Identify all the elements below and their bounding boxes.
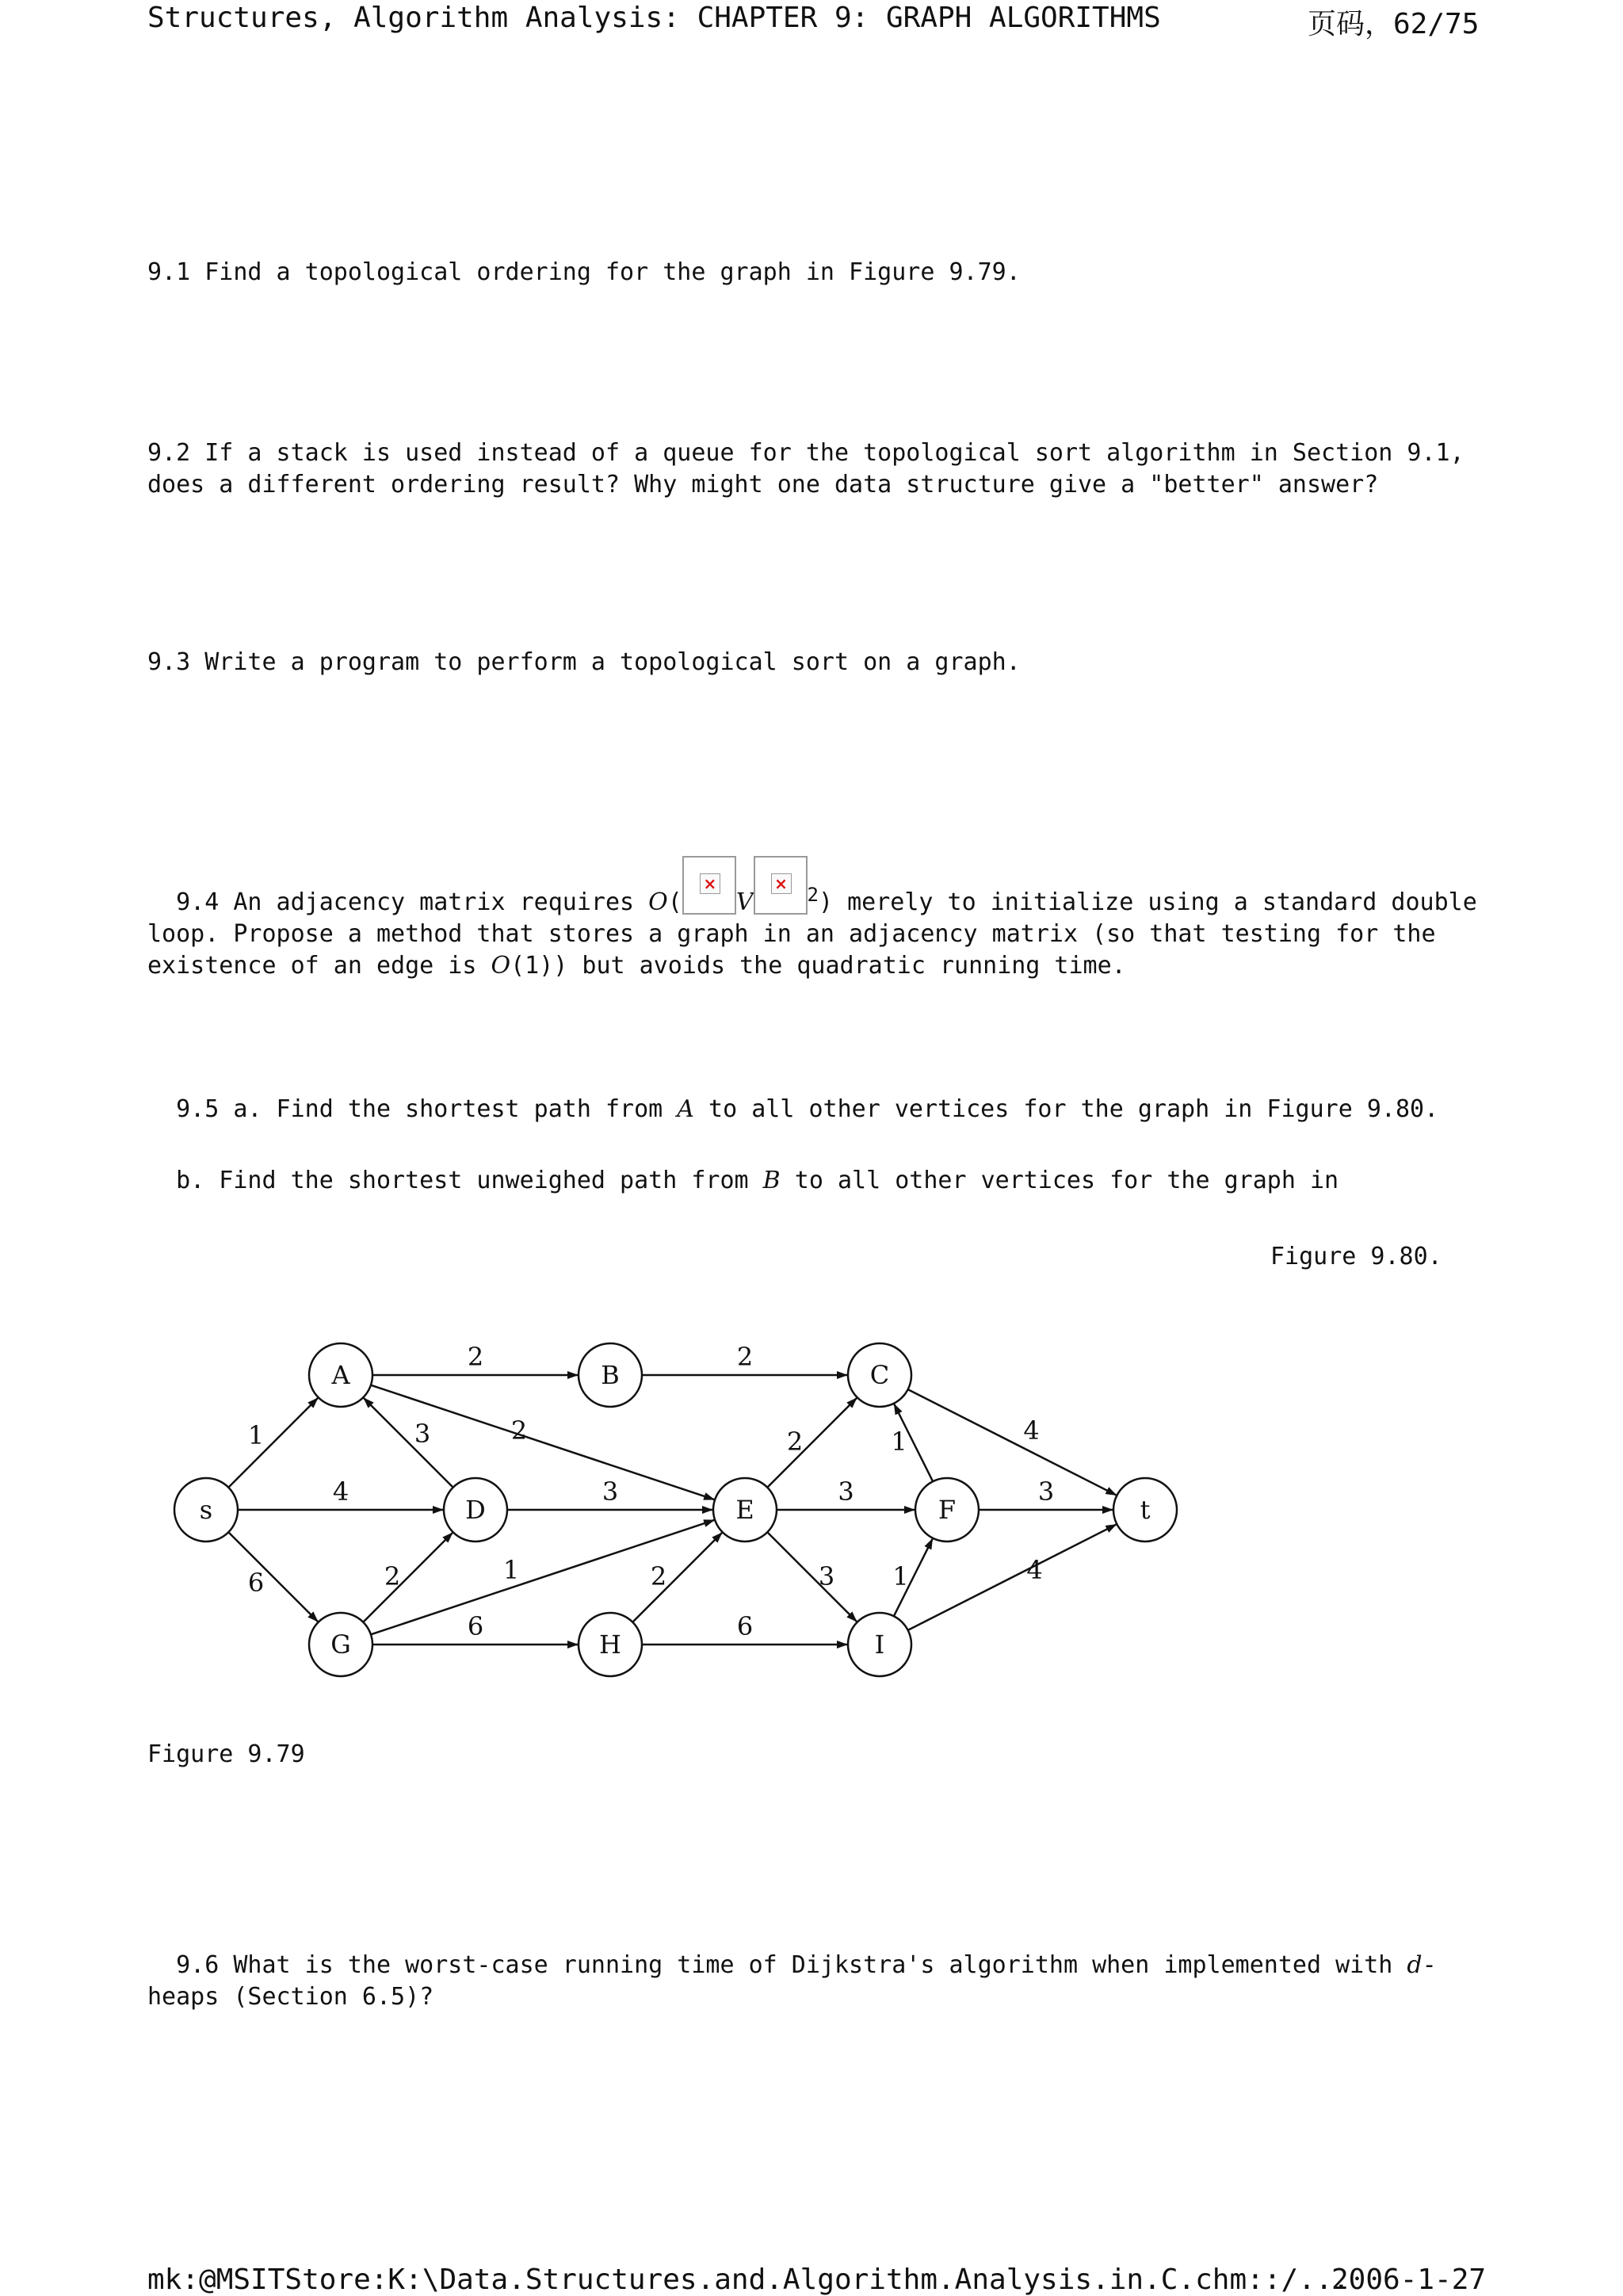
exercise-9-1: 9.1 Find a topological ordering for the graph in Figure 9.79. xyxy=(147,258,1021,286)
exponent: 2 xyxy=(807,884,819,906)
broken-image-x-icon: × xyxy=(700,873,720,894)
broken-image-icon xyxy=(754,856,808,915)
edge-D-A xyxy=(364,1398,453,1488)
node-label-C: C xyxy=(869,1360,890,1390)
exercise-9-5b xyxy=(147,1133,1495,1197)
edge-weight-G-H: 6 xyxy=(467,1611,484,1641)
edge-weight-I-F: 1 xyxy=(892,1561,909,1591)
page-number: 页码，62/75 xyxy=(1308,8,1480,40)
node-label-F: F xyxy=(938,1495,957,1525)
node-label-I: I xyxy=(874,1629,885,1660)
footer-path: mk:@MSITStore:K:\Data.Structures.and.Algorithm.Analysis.in.C.chm::/... xyxy=(147,2264,1350,2296)
node-label-B: B xyxy=(601,1360,620,1390)
node-label-E: E xyxy=(735,1495,754,1525)
node-label-D: D xyxy=(465,1495,486,1525)
edge-weight-s-G: 6 xyxy=(247,1568,265,1598)
node-label-s: s xyxy=(199,1495,213,1525)
edge-weight-D-A: 3 xyxy=(414,1419,431,1449)
exercise-9-5a-suffix: to all other vertices for the graph in Figure 9.80. xyxy=(693,1095,1439,1123)
edge-G-D xyxy=(363,1533,453,1622)
edge-weight-E-C: 2 xyxy=(786,1427,804,1457)
exercise-9-6-prefix: 9.6 What is the worst-case running time of Dijkstra's algorithm when implemented with xyxy=(176,1951,1407,1979)
edge-weight-H-E: 2 xyxy=(650,1561,667,1591)
footer-date: 2006-1-27 xyxy=(1331,2264,1487,2296)
exercise-9-5b-prefix: b. Find the shortest unweighed path from xyxy=(176,1167,763,1194)
open-paren: ( xyxy=(667,888,682,916)
exercise-9-3: 9.3 Write a program to perform a topological sort on a graph. xyxy=(147,648,1021,676)
vertex-a: A xyxy=(677,1095,694,1123)
edge-weight-F-C: 1 xyxy=(891,1427,907,1457)
exercise-9-2: 9.2 If a stack is used instead of a queue for the topological sort algorithm in Section 9.1, does a different ordering result? Why might one data structure give a "better" answer? xyxy=(147,439,1479,499)
header-title: Structures, Algorithm Analysis: CHAPTER 9: GRAPH ALGORITHMS xyxy=(147,2,1161,34)
edge-weight-A-B: 2 xyxy=(467,1342,484,1372)
node-label-H: H xyxy=(599,1629,621,1660)
d-symbol: d xyxy=(1407,1951,1423,1979)
node-label-G: G xyxy=(330,1629,351,1660)
node-label-A: A xyxy=(331,1360,350,1390)
broken-image-x-icon: × xyxy=(771,873,792,894)
broken-image-icon xyxy=(682,856,736,915)
vertex-count-symbol: V xyxy=(735,888,754,916)
node-label-t: t xyxy=(1140,1495,1151,1525)
exercise-9-5a xyxy=(147,1062,1495,1125)
edge-s-A xyxy=(228,1398,318,1488)
exercise-9-6-suffix: -heaps (Section 6.5)? xyxy=(147,1951,1437,2011)
exercise-9-4-body: ) merely to initialize using a standard double loop. Propose a method that stores a graph in an adjacency matrix (so that testing for the existence of an edge is xyxy=(147,888,1491,980)
edge-weight-G-E: 1 xyxy=(502,1555,520,1585)
edge-E-I xyxy=(767,1532,857,1622)
figure-9-79-graph xyxy=(162,1316,1193,1696)
edge-weight-E-F: 3 xyxy=(838,1477,854,1507)
big-o-symbol: O xyxy=(648,888,668,916)
figure-9-80-label: Figure 9.80. xyxy=(1270,1243,1442,1270)
edge-s-G xyxy=(228,1532,318,1622)
constant-term: (1) xyxy=(510,952,554,980)
edge-weight-I-t: 4 xyxy=(1026,1555,1043,1585)
vertex-b: B xyxy=(762,1167,781,1194)
edge-weight-C-t: 4 xyxy=(1023,1415,1040,1446)
edge-weight-s-A: 1 xyxy=(247,1420,265,1450)
edge-weight-H-I: 6 xyxy=(736,1611,754,1641)
exercise-9-4-prefix: 9.4 An adjacency matrix requires xyxy=(176,888,649,916)
edge-weight-B-C: 2 xyxy=(736,1342,754,1372)
edge-E-C xyxy=(767,1398,857,1488)
exercise-9-5a-prefix: 9.5 a. Find the shortest path from xyxy=(176,1095,678,1123)
edge-weight-s-D: 4 xyxy=(332,1477,349,1507)
figure-9-79-caption: Figure 9.79 xyxy=(147,1740,305,1768)
edge-weight-A-E: 2 xyxy=(510,1415,528,1446)
exercise-9-6 xyxy=(147,1918,1495,2013)
exercise-9-5b-suffix: to all other vertices for the graph in xyxy=(780,1167,1339,1194)
edge-weight-D-E: 3 xyxy=(601,1477,619,1507)
exercise-9-4-end: ) but avoids the quadratic running time. xyxy=(553,952,1126,980)
exercise-9-4 xyxy=(147,824,1495,982)
edge-weight-F-t: 3 xyxy=(1037,1477,1055,1507)
big-o-symbol-2: O xyxy=(491,952,511,980)
edge-H-E xyxy=(632,1533,722,1622)
edge-weight-E-I: 3 xyxy=(818,1561,835,1591)
edge-weight-G-D: 2 xyxy=(384,1561,401,1591)
